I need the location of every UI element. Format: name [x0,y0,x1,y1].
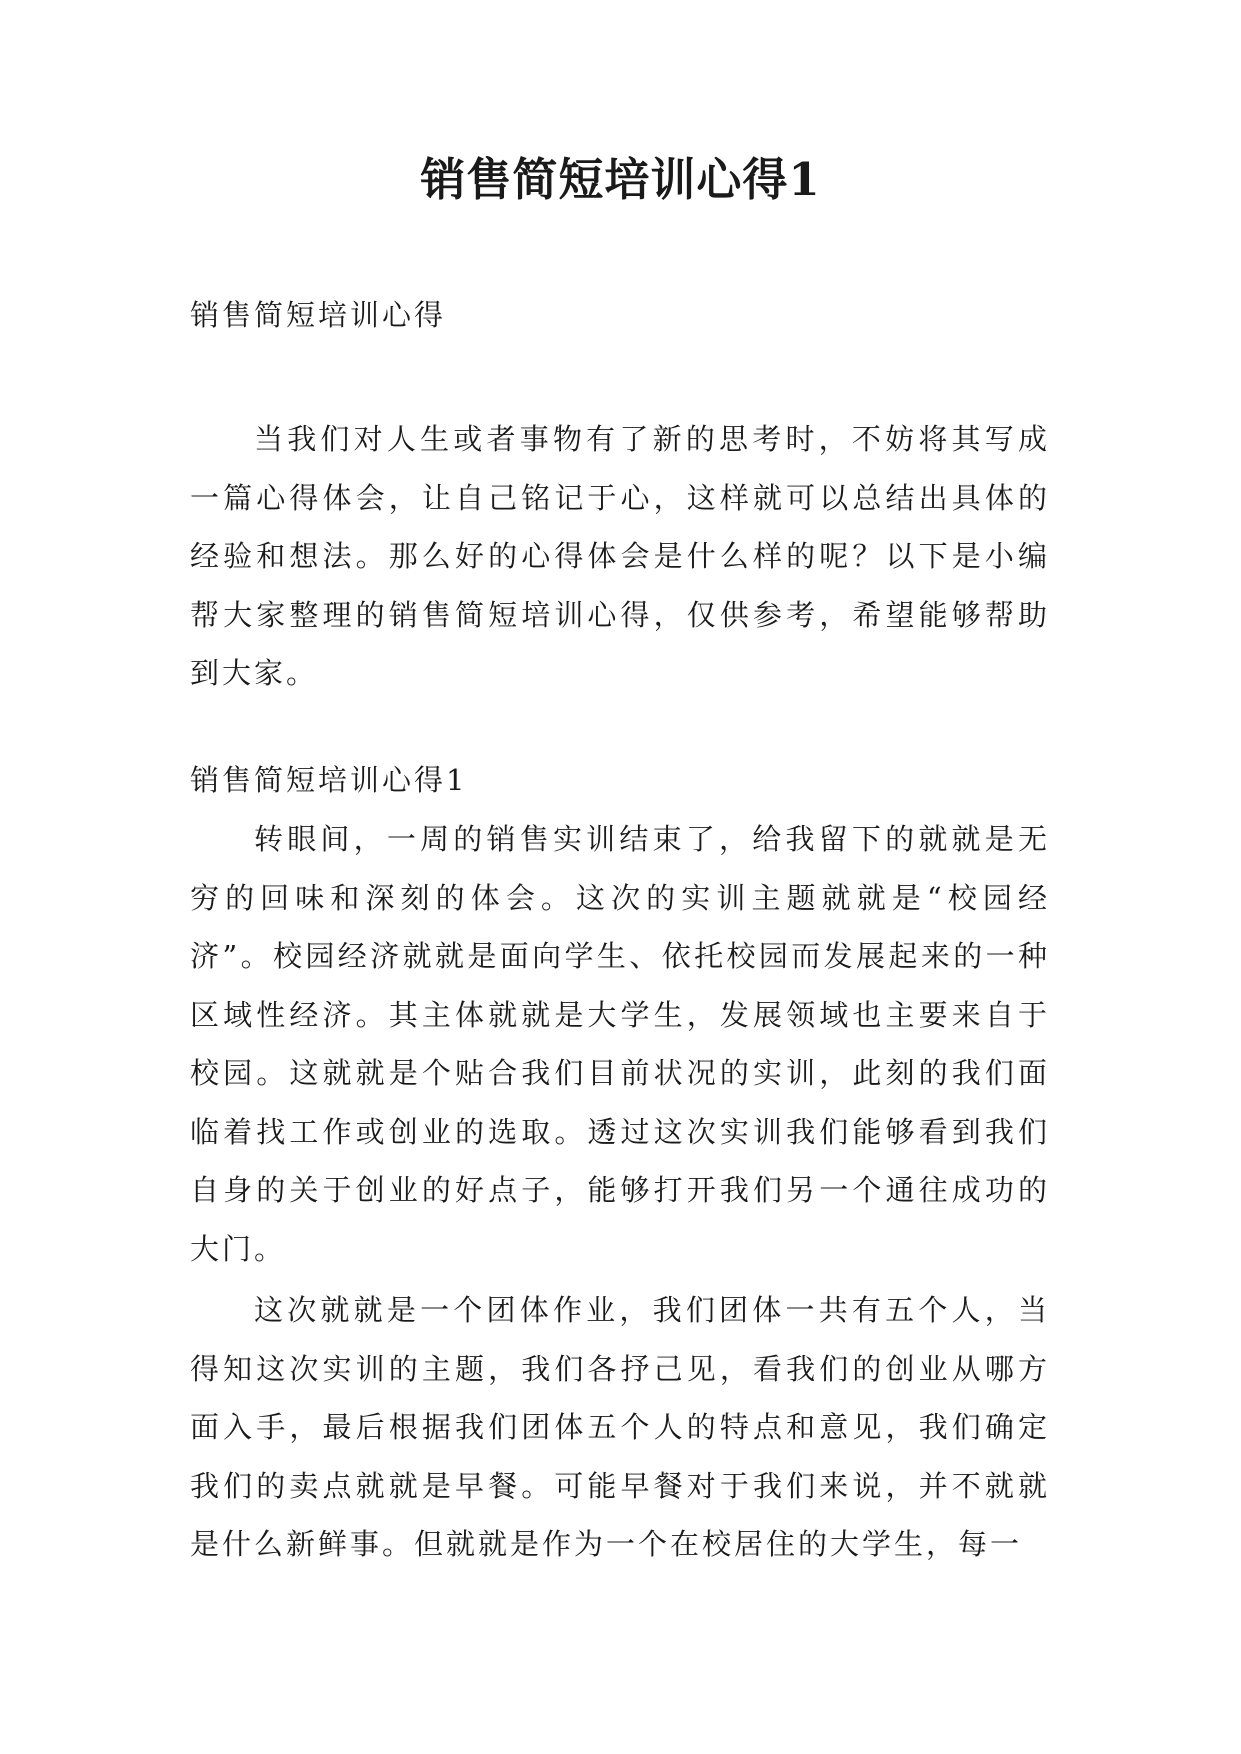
section-heading: 销售简短培训心得1 [190,763,468,797]
document-subtitle: 销售简短培训心得 [190,298,447,332]
body-paragraph-1: 转眼间，一周的销售实训结束了，给我留下的就就是无穷的回味和深刻的体会。这次的实训主题就就是“校园经济”。校园经济就就是面向学生、依托校园而发展起来的一种区域性经济。其主体就就是大学生，发展领域也主要来自于校园。这就就是个贴合我们目前状况的实训，此刻的我们面临着找工作或创业的选取。透过这次实训我们能够看到我们自身的关于创业的好点子，能够打开我们另一个通往成功的大门。 [190,822,1050,1266]
intro-paragraph: 当我们对人生或者事物有了新的思考时，不妨将其写成一篇心得体会，让自己铭记于心，这样就可以总结出具体的经验和想法。那么好的心得体会是什么样的呢？以下是小编帮大家整理的销售简短培训心得，仅供参考，希望能够帮助到大家。 [190,422,1050,690]
body-paragraph-2: 这次就就是一个团体作业，我们团体一共有五个人，当得知这次实训的主题，我们各抒己见，看我们的创业从哪方面入手，最后根据我们团体五个人的特点和意见，我们确定我们的卖点就就是早餐。可能早餐对于我们来说，并不就就是什么新鲜事。但就就是作为一个在校居住的大学生，每一 [190,1293,1050,1561]
document-title: 销售简短培训心得1 [420,153,821,206]
